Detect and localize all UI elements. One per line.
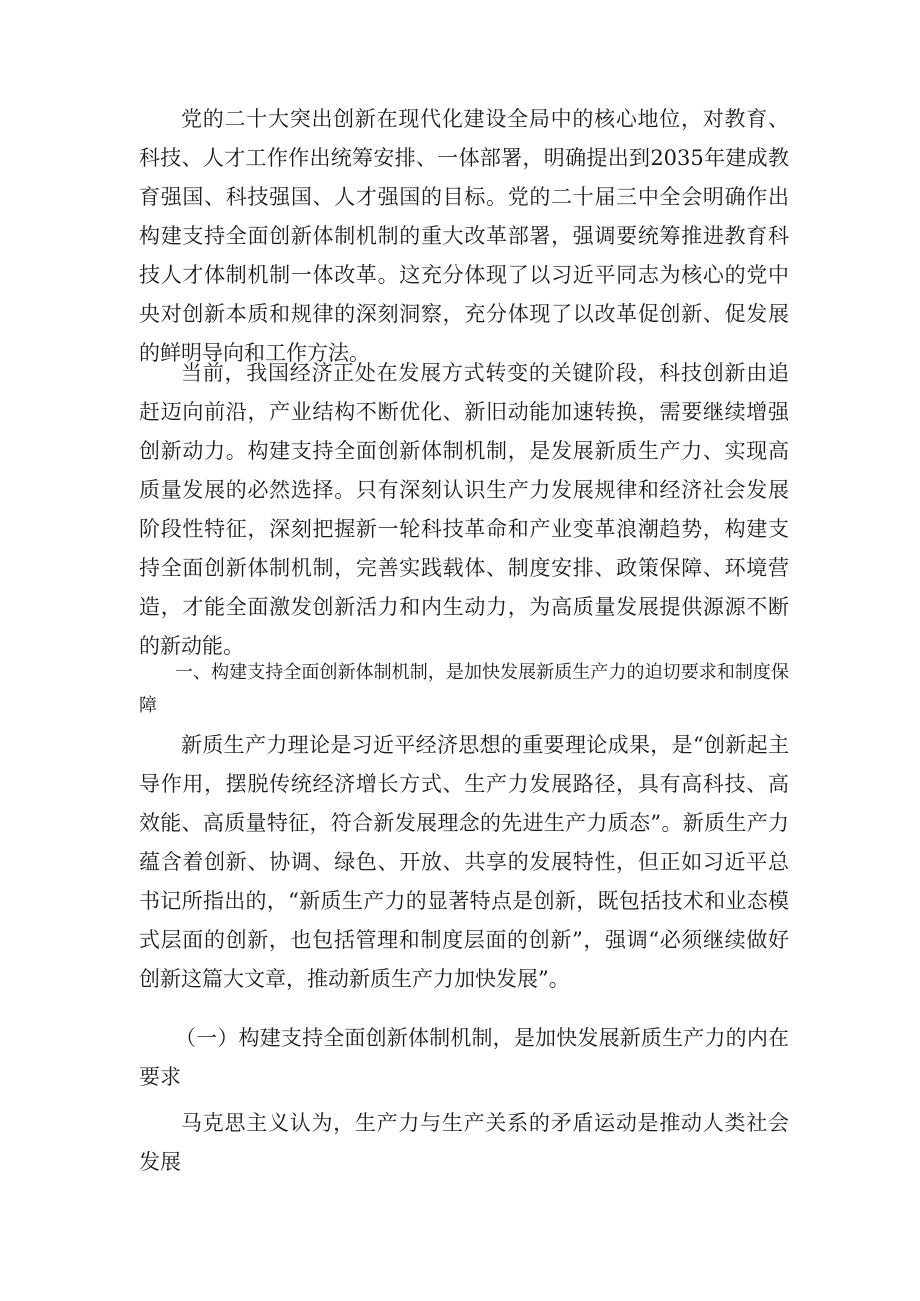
body-paragraph-1: 党的二十大突出创新在现代化建设全局中的核心地位，对教育、科技、人才工作作出统筹安排、一体部署，明确提出到2035年建成教育强国、科技强国、人才强国的目标。党的二十届三中全会明确作出构建支持全面创新体制机制的重大改革部署，强调要统筹推进教育科技人才体制机制一体改革。这充分体现了以习近平同志为核心的党中央对创新本质和规律的深刻洞察，充分体现了以改革促创新、促发展的鲜明导向和工作方法。 — [139, 107, 789, 365]
body-paragraph-2: 当前，我国经济正处在发展方式转变的关键阶段，科技创新由追赶迈向前沿，产业结构不断优化、新旧动能加速转换，需要继续增强创新动力。构建支持全面创新体制机制，是发展新质生产力、实现高质量发展的必然选择。只有深刻认识生产力发展规律和经济社会发展阶段性特征，深刻把握新一轮科技革命和产业变革浪潮趋势，构建支持全面创新体制机制，完善实践载体、制度安排、政策保障、环境营造，才能全面激发创新活力和内生动力，为高质量发展提供源源不断的新动能。 — [139, 361, 789, 658]
body-paragraph-3: 新质生产力理论是习近平经济思想的重要理论成果，是“创新起主导作用，摆脱传统经济增长方式、生产力发展路径，具有高科技、高效能、高质量特征，符合新发展理念的先进生产力质态”。新质生产力蕴含着创新、协调、绿色、开放、共享的发展特性，但正如习近平总书记所指出的，“新质生产力的显著特点是创新，既包括技术和业态模式层面的创新，也包括管理和制度层面的创新”，强调“必须继续做好创新这篇大文章，推动新质生产力加快发展”。 — [139, 733, 789, 991]
subsection-heading-1: （一）构建支持全面创新体制机制，是加快发展新质生产力的内在要求 — [139, 1026, 789, 1089]
section-heading-1: 一、构建支持全面创新体制机制，是加快发展新质生产力的迫切要求和制度保障 — [139, 662, 789, 716]
body-paragraph-4: 马克思主义认为，生产力与生产关系的矛盾运动是推动人类社会发展 — [139, 1111, 789, 1174]
